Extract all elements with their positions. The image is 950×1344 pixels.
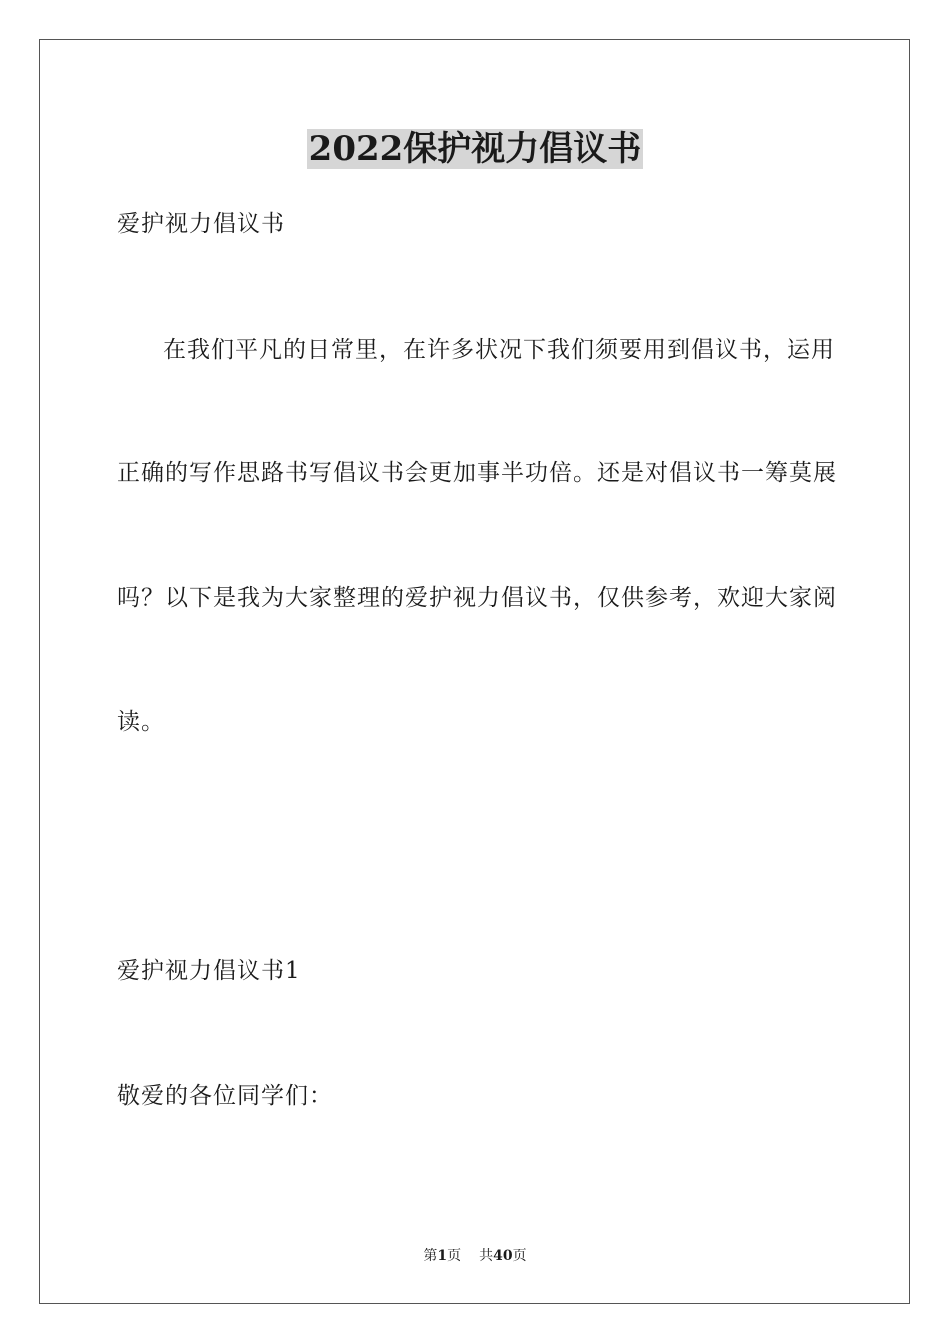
document-title	[0, 124, 950, 174]
page-prefix: 第	[423, 1248, 438, 1264]
section-heading: 爱护视力倡议书1	[117, 958, 301, 984]
page-current: 1	[437, 1248, 448, 1264]
salutation: 敬爱的各位同学们：	[117, 1083, 333, 1109]
page-unit: 页	[447, 1248, 462, 1264]
intro-line-2: 正确的写作思路书写倡议书会更加事半功倍。还是对倡议书一筹莫展	[117, 460, 837, 486]
total-unit: 页	[512, 1248, 527, 1264]
document-title-text: 2022保护视力倡议书	[308, 129, 642, 169]
total-prefix: 共	[479, 1248, 494, 1264]
document-subtitle: 爱护视力倡议书	[117, 211, 285, 237]
intro-line-4: 读。	[117, 709, 165, 735]
page-total: 40	[493, 1248, 513, 1264]
intro-line-3: 吗？以下是我为大家整理的爱护视力倡议书，仅供参考，欢迎大家阅	[117, 585, 837, 611]
page-footer	[0, 1246, 950, 1266]
intro-line-1: 在我们平凡的日常里，在许多状况下我们须要用到倡议书，运用	[163, 337, 835, 363]
